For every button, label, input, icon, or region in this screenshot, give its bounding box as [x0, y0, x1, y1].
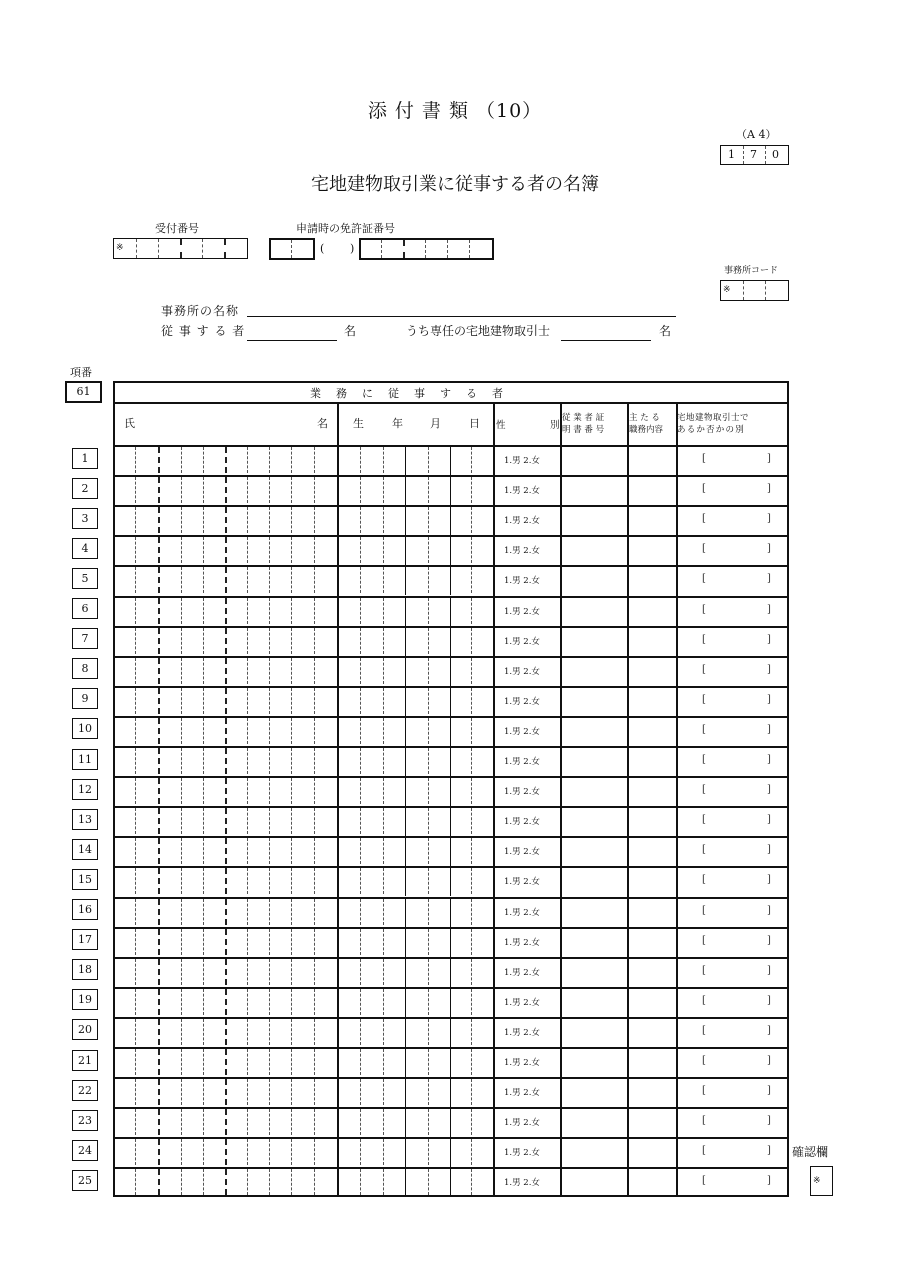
table-row — [115, 1137, 787, 1167]
broker-bracket-open: [ — [702, 874, 706, 886]
broker-bracket-open: [ — [702, 814, 706, 826]
duty-field[interactable] — [628, 565, 675, 595]
sex-selector[interactable]: 1.男 2.女 — [504, 907, 540, 918]
name-field[interactable] — [115, 445, 337, 475]
name-field[interactable] — [115, 987, 337, 1017]
birthdate-field[interactable] — [337, 535, 493, 565]
cert-number-field[interactable] — [561, 1137, 626, 1167]
row-number: 6 — [72, 598, 98, 619]
form-subtitle: 宅地建物取引業に従事する者の名簿 — [311, 174, 599, 195]
name-field[interactable] — [115, 686, 337, 716]
form-title: 添 付 書 類 （10） — [367, 100, 543, 122]
duty-field[interactable] — [628, 746, 675, 776]
duty-field[interactable] — [628, 987, 675, 1017]
birthdate-field[interactable] — [337, 987, 493, 1017]
name-field[interactable] — [115, 596, 337, 626]
broker-bracket-close: ] — [767, 633, 771, 645]
office-use-mark: ※ — [723, 285, 731, 295]
specialist-label: うち専任の宅地建物取引士 — [406, 324, 551, 338]
cert-number-field[interactable] — [561, 596, 626, 626]
row-number: 2 — [72, 478, 98, 499]
sex-selector[interactable]: 1.男 2.女 — [504, 546, 540, 557]
table-row — [115, 626, 787, 656]
name-field[interactable] — [115, 1017, 337, 1047]
table-row — [115, 806, 787, 836]
table-row — [115, 927, 787, 957]
sex-selector[interactable]: 1.男 2.女 — [504, 1178, 540, 1189]
sex-selector[interactable]: 1.男 2.女 — [504, 967, 540, 978]
cert-number-field[interactable] — [561, 535, 626, 565]
workers-unit: 名 — [344, 324, 357, 338]
row-number: 24 — [72, 1140, 98, 1161]
item-number-box: 61 — [65, 381, 102, 403]
broker-bracket-close: ] — [767, 1175, 771, 1187]
broker-bracket-open: [ — [702, 1175, 706, 1187]
col-birth-3: 月 — [430, 417, 441, 430]
name-field[interactable] — [115, 1047, 337, 1077]
row-number: 21 — [72, 1050, 98, 1071]
license-paren-close: ) — [350, 242, 355, 255]
duty-field[interactable] — [628, 1077, 675, 1107]
duty-field[interactable] — [628, 626, 675, 656]
broker-bracket-close: ] — [767, 1024, 771, 1036]
cert-number-field[interactable] — [561, 1167, 626, 1197]
cert-number-field[interactable] — [561, 776, 626, 806]
cert-number-field[interactable] — [561, 987, 626, 1017]
license-number-field[interactable] — [359, 238, 494, 260]
table-row — [115, 596, 787, 626]
name-field[interactable] — [115, 957, 337, 987]
sex-selector[interactable]: 1.男 2.女 — [504, 847, 540, 858]
paper-size: （A 4） — [736, 128, 777, 141]
duty-field[interactable] — [628, 1047, 675, 1077]
cert-number-field[interactable] — [561, 1107, 626, 1137]
office-use-mark: ※ — [813, 1176, 821, 1186]
office-code-field[interactable] — [720, 280, 789, 301]
sex-selector[interactable]: 1.男 2.女 — [504, 636, 540, 647]
broker-bracket-close: ] — [767, 754, 771, 765]
birthdate-field[interactable] — [337, 836, 493, 866]
birthdate-field[interactable] — [337, 1107, 493, 1137]
sex-selector[interactable]: 1.男 2.女 — [504, 997, 540, 1008]
name-field[interactable] — [115, 626, 337, 656]
row-number: 15 — [72, 869, 98, 890]
broker-bracket-open: [ — [702, 513, 706, 525]
birthdate-field[interactable] — [337, 716, 493, 746]
birthdate-field[interactable] — [337, 1077, 493, 1107]
col-broker-line2: あるか否かの別 — [677, 425, 745, 435]
duty-field[interactable] — [628, 806, 675, 836]
table-row — [115, 535, 787, 565]
broker-bracket-open: [ — [702, 543, 706, 555]
duty-field[interactable] — [628, 897, 675, 927]
cert-number-field[interactable] — [561, 927, 626, 957]
confirm-field[interactable] — [810, 1166, 833, 1196]
duty-field[interactable] — [628, 1107, 675, 1137]
cert-number-field[interactable] — [561, 505, 626, 535]
col-sex-left: 性 — [496, 420, 506, 431]
row-number: 17 — [72, 929, 98, 950]
sex-selector[interactable]: 1.男 2.女 — [504, 1088, 540, 1099]
table-row — [115, 987, 787, 1017]
col-name-right: 名 — [317, 417, 328, 430]
duty-field[interactable] — [628, 866, 675, 896]
row-number: 5 — [72, 568, 98, 589]
cert-number-field[interactable] — [561, 1017, 626, 1047]
broker-bracket-close: ] — [767, 1115, 771, 1127]
col-sex-right: 別 — [550, 420, 560, 431]
sex-selector[interactable]: 1.男 2.女 — [504, 516, 540, 527]
duty-field[interactable] — [628, 686, 675, 716]
workers-label: 従 事 す る 者 — [161, 324, 246, 338]
broker-bracket-close: ] — [767, 844, 771, 856]
form-code-digit: 1 — [728, 148, 735, 161]
name-field[interactable] — [115, 776, 337, 806]
col-cert-line1: 従 業 者 証 — [562, 413, 605, 423]
workers-count-line[interactable] — [247, 340, 337, 341]
table-row — [115, 716, 787, 746]
cert-number-field[interactable] — [561, 656, 626, 686]
broker-bracket-open: [ — [702, 1024, 706, 1036]
cert-number-field[interactable] — [561, 1077, 626, 1107]
col-duty-line2: 職務内容 — [629, 425, 664, 435]
broker-bracket-close: ] — [767, 1145, 771, 1157]
col-broker-line1: 宅地建物取引士で — [677, 413, 750, 423]
row-number: 20 — [72, 1019, 98, 1040]
broker-bracket-open: [ — [702, 693, 706, 705]
table-row — [115, 1017, 787, 1047]
broker-bracket-close: ] — [767, 513, 771, 525]
col-birth-4: 日 — [469, 417, 480, 430]
duty-field[interactable] — [628, 716, 675, 746]
office-use-mark: ※ — [116, 243, 124, 253]
table-row — [115, 836, 787, 866]
broker-bracket-close: ] — [767, 483, 771, 495]
license-paren-open: ( — [320, 242, 325, 255]
table-row — [115, 686, 787, 716]
broker-bracket-close: ] — [767, 1085, 771, 1097]
sex-selector[interactable]: 1.男 2.女 — [504, 726, 540, 737]
broker-bracket-open: [ — [702, 1145, 706, 1157]
cert-number-field[interactable] — [561, 565, 626, 595]
col-birth-2: 年 — [392, 417, 403, 430]
duty-field[interactable] — [628, 927, 675, 957]
name-field[interactable] — [115, 1167, 337, 1197]
broker-bracket-open: [ — [702, 1085, 706, 1097]
cert-number-field[interactable] — [561, 1047, 626, 1077]
sex-selector[interactable]: 1.男 2.女 — [504, 817, 540, 828]
broker-bracket-open: [ — [702, 723, 706, 735]
broker-bracket-open: [ — [702, 1055, 706, 1066]
duty-field[interactable] — [628, 475, 675, 505]
broker-bracket-close: ] — [767, 543, 771, 555]
section-title: 業 務 に 従 事 す る 者 — [310, 387, 505, 400]
row-number: 12 — [72, 779, 98, 800]
sex-selector[interactable]: 1.男 2.女 — [504, 1148, 540, 1159]
worker-register-table — [113, 381, 789, 1197]
broker-bracket-close: ] — [767, 1055, 771, 1066]
broker-bracket-close: ] — [767, 904, 771, 916]
broker-bracket-open: [ — [702, 663, 706, 675]
table-row — [115, 505, 787, 535]
table-row — [115, 445, 787, 475]
sex-selector[interactable]: 1.男 2.女 — [504, 877, 540, 888]
broker-bracket-close: ] — [767, 814, 771, 826]
broker-bracket-close: ] — [767, 453, 771, 464]
table-row — [115, 1077, 787, 1107]
receipt-number-label: 受付番号 — [155, 222, 199, 235]
row-number: 7 — [72, 628, 98, 649]
row-number: 14 — [72, 839, 98, 860]
broker-bracket-open: [ — [702, 784, 706, 796]
duty-field[interactable] — [628, 596, 675, 626]
broker-bracket-open: [ — [702, 754, 706, 765]
birthdate-field[interactable] — [337, 806, 493, 836]
birthdate-field[interactable] — [337, 445, 493, 475]
birthdate-field[interactable] — [337, 927, 493, 957]
cert-number-field[interactable] — [561, 897, 626, 927]
cert-number-field[interactable] — [561, 475, 626, 505]
duty-field[interactable] — [628, 1137, 675, 1167]
row-number: 16 — [72, 899, 98, 920]
name-field[interactable] — [115, 806, 337, 836]
birthdate-field[interactable] — [337, 746, 493, 776]
broker-bracket-close: ] — [767, 573, 771, 585]
broker-bracket-open: [ — [702, 964, 706, 976]
broker-bracket-open: [ — [702, 844, 706, 856]
sex-selector[interactable]: 1.男 2.女 — [504, 696, 540, 707]
birthdate-field[interactable] — [337, 475, 493, 505]
cert-number-field[interactable] — [561, 716, 626, 746]
cert-number-field[interactable] — [561, 686, 626, 716]
sex-selector[interactable]: 1.男 2.女 — [504, 606, 540, 617]
duty-field[interactable] — [628, 656, 675, 686]
sex-selector[interactable]: 1.男 2.女 — [504, 486, 540, 497]
table-row — [115, 1167, 787, 1197]
cert-number-field[interactable] — [561, 806, 626, 836]
birthdate-field[interactable] — [337, 957, 493, 987]
duty-field[interactable] — [628, 445, 675, 475]
sex-selector[interactable]: 1.男 2.女 — [504, 1118, 540, 1129]
duty-field[interactable] — [628, 1017, 675, 1047]
broker-bracket-close: ] — [767, 723, 771, 735]
confirm-label: 確認欄 — [792, 1145, 829, 1159]
name-field[interactable] — [115, 475, 337, 505]
name-field[interactable] — [115, 866, 337, 896]
row-number: 8 — [72, 658, 98, 679]
broker-bracket-open: [ — [702, 573, 706, 585]
duty-field[interactable] — [628, 505, 675, 535]
row-number: 3 — [72, 508, 98, 529]
broker-bracket-open: [ — [702, 453, 706, 464]
broker-bracket-close: ] — [767, 934, 771, 946]
birthdate-field[interactable] — [337, 1047, 493, 1077]
table-row — [115, 565, 787, 595]
name-field[interactable] — [115, 535, 337, 565]
broker-bracket-close: ] — [767, 874, 771, 886]
broker-bracket-close: ] — [767, 663, 771, 675]
broker-bracket-close: ] — [767, 784, 771, 796]
birthdate-field[interactable] — [337, 1017, 493, 1047]
sex-selector[interactable]: 1.男 2.女 — [504, 456, 540, 466]
broker-bracket-open: [ — [702, 633, 706, 645]
specialist-count-line[interactable] — [561, 340, 651, 341]
sex-selector[interactable]: 1.男 2.女 — [504, 937, 540, 948]
birthdate-field[interactable] — [337, 626, 493, 656]
table-row — [115, 776, 787, 806]
name-field[interactable] — [115, 716, 337, 746]
cert-number-field[interactable] — [561, 866, 626, 896]
row-number: 4 — [72, 538, 98, 559]
license-authority-field[interactable] — [269, 238, 315, 260]
birthdate-field[interactable] — [337, 656, 493, 686]
row-number: 9 — [72, 688, 98, 709]
name-field[interactable] — [115, 565, 337, 595]
table-row — [115, 866, 787, 896]
duty-field[interactable] — [628, 836, 675, 866]
birthdate-field[interactable] — [337, 776, 493, 806]
birthdate-field[interactable] — [337, 596, 493, 626]
table-row — [115, 475, 787, 505]
table-row — [115, 1107, 787, 1137]
row-number: 1 — [72, 448, 98, 469]
row-number: 22 — [72, 1080, 98, 1101]
row-number: 10 — [72, 718, 98, 739]
name-field[interactable] — [115, 656, 337, 686]
col-cert-line2: 明 書 番 号 — [562, 425, 605, 435]
duty-field[interactable] — [628, 776, 675, 806]
birthdate-field[interactable] — [337, 897, 493, 927]
duty-field[interactable] — [628, 1167, 675, 1197]
sex-selector[interactable]: 1.男 2.女 — [504, 787, 540, 798]
name-field[interactable] — [115, 897, 337, 927]
row-number: 23 — [72, 1110, 98, 1131]
sex-selector[interactable]: 1.男 2.女 — [504, 666, 540, 677]
birthdate-field[interactable] — [337, 1167, 493, 1197]
form-code-digit: 7 — [750, 148, 757, 161]
name-field[interactable] — [115, 1077, 337, 1107]
broker-bracket-open: [ — [702, 904, 706, 916]
sex-selector[interactable]: 1.男 2.女 — [504, 1058, 540, 1068]
form-code-box — [720, 145, 789, 165]
cert-number-field[interactable] — [561, 445, 626, 475]
broker-bracket-open: [ — [702, 603, 706, 615]
row-number: 18 — [72, 959, 98, 980]
col-birth-1: 生 — [353, 417, 364, 430]
birthdate-field[interactable] — [337, 686, 493, 716]
table-row — [115, 746, 787, 776]
broker-bracket-close: ] — [767, 603, 771, 615]
broker-bracket-close: ] — [767, 693, 771, 705]
form-code-digit: 0 — [772, 148, 779, 161]
license-number-label: 申請時の免許証番号 — [296, 222, 395, 235]
name-field[interactable] — [115, 1137, 337, 1167]
cert-number-field[interactable] — [561, 746, 626, 776]
receipt-number-field[interactable] — [113, 238, 248, 259]
birthdate-field[interactable] — [337, 565, 493, 595]
table-row — [115, 897, 787, 927]
sex-selector[interactable]: 1.男 2.女 — [504, 1027, 540, 1038]
name-field[interactable] — [115, 1107, 337, 1137]
row-number: 19 — [72, 989, 98, 1010]
table-row — [115, 957, 787, 987]
cert-number-field[interactable] — [561, 957, 626, 987]
name-field[interactable] — [115, 927, 337, 957]
col-duty-line1: 主 た る — [629, 413, 660, 423]
col-name-left: 氏 — [124, 417, 135, 430]
cert-number-field[interactable] — [561, 626, 626, 656]
table-row — [115, 656, 787, 686]
birthdate-field[interactable] — [337, 1137, 493, 1167]
sex-selector[interactable]: 1.男 2.女 — [504, 576, 540, 587]
name-field[interactable] — [115, 505, 337, 535]
row-number: 13 — [72, 809, 98, 830]
broker-bracket-open: [ — [702, 934, 706, 946]
office-code-label: 事務所コード — [724, 266, 779, 276]
duty-field[interactable] — [628, 957, 675, 987]
name-field[interactable] — [115, 746, 337, 776]
duty-field[interactable] — [628, 535, 675, 565]
row-number: 11 — [72, 749, 98, 770]
office-name-line[interactable] — [247, 316, 676, 317]
table-row — [115, 1047, 787, 1077]
broker-bracket-close: ] — [767, 994, 771, 1006]
cert-number-field[interactable] — [561, 836, 626, 866]
broker-bracket-open: [ — [702, 1115, 706, 1127]
broker-bracket-close: ] — [767, 964, 771, 976]
name-field[interactable] — [115, 836, 337, 866]
specialist-unit: 名 — [659, 324, 672, 338]
broker-bracket-open: [ — [702, 994, 706, 1006]
birthdate-field[interactable] — [337, 505, 493, 535]
broker-bracket-open: [ — [702, 483, 706, 495]
office-name-label: 事務所の名称 — [161, 304, 240, 318]
row-number: 25 — [72, 1170, 98, 1191]
item-number-label: 項番 — [70, 366, 92, 379]
sex-selector[interactable]: 1.男 2.女 — [504, 757, 540, 767]
birthdate-field[interactable] — [337, 866, 493, 896]
